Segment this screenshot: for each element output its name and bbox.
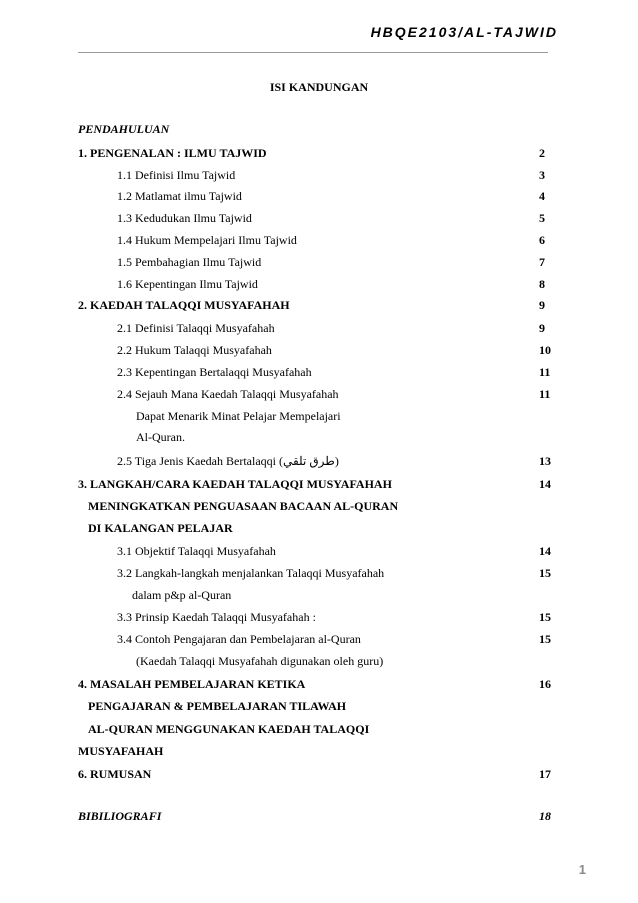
- toc-entry-text: 1.4 Hukum Mempelajari Ilmu Tajwid: [117, 233, 297, 247]
- toc-entry-page: 8: [539, 277, 545, 291]
- toc-entry-text: 1.1 Definisi Ilmu Tajwid: [117, 168, 236, 182]
- toc-entry-page: 9: [539, 321, 545, 335]
- toc-entry: [78, 475, 551, 493]
- toc-entry: [78, 807, 551, 825]
- toc-entry-text: 2.2 Hukum Talaqqi Musyafahah: [117, 343, 272, 357]
- toc-entry-text: (Kaedah Talaqqi Musyafahah digunakan oleh guru): [136, 654, 384, 668]
- toc-entry-page: 5: [539, 211, 545, 225]
- toc-entry-text: 3.1 Objektif Talaqqi Musyafahah: [117, 544, 276, 558]
- toc-entry: [78, 497, 548, 515]
- toc-entry: [78, 120, 548, 138]
- toc-entry-text: 4. MASALAH PEMBELAJARAN KETIKA: [78, 677, 306, 691]
- toc-entry-page: 10: [539, 343, 551, 357]
- page-title: ISI KANDUNGAN: [269, 80, 369, 94]
- toc-entry-page: 18: [539, 809, 551, 823]
- toc-entry-text: 2.1 Definisi Talaqqi Musyafahah: [117, 321, 275, 335]
- toc-entry: [78, 296, 548, 314]
- toc-entry-text: 6. RUMUSAN: [78, 767, 152, 781]
- toc-entry-text: MENINGKATKAN PENGUASAAN BACAAN AL-QURAN: [88, 499, 399, 513]
- toc-entry: [78, 341, 551, 359]
- toc-entry-page: 17: [539, 767, 551, 781]
- toc-entry: [78, 407, 548, 425]
- toc-entry-page: 14: [539, 544, 551, 558]
- toc-entry-text: 2.4 Sejauh Mana Kaedah Talaqqi Musyafahah: [117, 387, 339, 401]
- toc-entry: [78, 608, 551, 626]
- toc-entry: [78, 652, 548, 670]
- toc-entry: [78, 765, 551, 783]
- toc-entry: [78, 630, 551, 648]
- toc-entry: [78, 385, 551, 403]
- toc-entry-page: 6: [539, 233, 545, 247]
- toc-entry-page: 2: [539, 146, 545, 160]
- toc-entry-text: Al-Quran.: [136, 430, 185, 444]
- toc-entry: [78, 253, 548, 271]
- header-divider: [78, 52, 548, 53]
- toc-entry-text: AL-QURAN MENGGUNAKAN KAEDAH TALAQQI: [88, 722, 370, 736]
- toc-entry: [78, 166, 548, 184]
- toc-entry-text: dalam p&p al-Quran: [132, 588, 232, 602]
- toc-entry-page: 15: [539, 566, 551, 580]
- toc-entry-page: 13: [539, 454, 551, 468]
- toc-entry-text: 2.3 Kepentingan Bertalaqqi Musyafahah: [117, 365, 312, 379]
- toc-entry: [78, 586, 548, 604]
- toc-entry-page: 4: [539, 189, 545, 203]
- toc-entry-page: 16: [539, 677, 551, 691]
- toc-entry-text: BIBILIOGRAFI: [78, 809, 162, 823]
- toc-entry: [78, 564, 551, 582]
- toc-entry: [78, 519, 548, 537]
- toc-entry-text: 1.2 Matlamat ilmu Tajwid: [117, 189, 242, 203]
- toc-entry-text: Dapat Menarik Minat Pelajar Mempelajari: [136, 409, 341, 423]
- toc-entry: [78, 697, 548, 715]
- toc-entry-page: 3: [539, 168, 545, 182]
- toc-entry-text: 1. PENGENALAN : ILMU TAJWID: [78, 146, 267, 160]
- toc-entry: [78, 542, 551, 560]
- toc-entry: [78, 675, 551, 693]
- toc-entry-page: 9: [539, 298, 545, 312]
- toc-entry-text: 1.5 Pembahagian Ilmu Tajwid: [117, 255, 262, 269]
- running-header: HBQE2103/AL-TAJWID: [370, 24, 558, 40]
- toc-entry-text: 3. LANGKAH/CARA KAEDAH TALAQQI MUSYAFAHAH: [78, 477, 392, 491]
- toc-entry-text: PENDAHULUAN: [78, 122, 170, 136]
- toc-entry: [78, 319, 548, 337]
- toc-entry-text: 2. KAEDAH TALAQQI MUSYAFAHAH: [78, 298, 290, 312]
- page-number: 1: [578, 862, 586, 877]
- toc-entry: [78, 275, 548, 293]
- toc-entry-text: PENGAJARAN & PEMBELAJARAN TILAWAH: [88, 699, 347, 713]
- toc-entry-text: 2.5 Tiga Jenis Kaedah Bertalaqqi (طرق تلقي): [117, 454, 339, 468]
- toc-entry-text: 3.4 Contoh Pengajaran dan Pembelajaran al-Quran: [117, 632, 361, 646]
- toc-entry: [78, 144, 548, 162]
- toc-entry-text: 3.2 Langkah-langkah menjalankan Talaqqi Musyafahah: [117, 566, 385, 580]
- toc-entry: [78, 209, 548, 227]
- toc-entry-text: 1.6 Kepentingan Ilmu Tajwid: [117, 277, 258, 291]
- toc-entry-page: 11: [539, 387, 551, 401]
- toc-entry: [78, 720, 548, 738]
- toc-entry: [78, 231, 548, 249]
- toc-entry-page: 11: [539, 365, 551, 379]
- toc-entry: [78, 363, 551, 381]
- toc-entry: [78, 742, 548, 760]
- toc-entry-text: 3.3 Prinsip Kaedah Talaqqi Musyafahah :: [117, 610, 316, 624]
- toc-entry-page: 15: [539, 610, 551, 624]
- toc-entry-page: 15: [539, 632, 551, 646]
- toc-entry: [78, 452, 551, 470]
- toc-entry-text: DI KALANGAN PELAJAR: [88, 521, 233, 535]
- toc-entry: [78, 428, 548, 446]
- toc-entry-page: 7: [539, 255, 545, 269]
- toc-entry-page: 14: [539, 477, 551, 491]
- toc-entry-text: MUSYAFAHAH: [78, 744, 164, 758]
- toc-entry-text: 1.3 Kedudukan Ilmu Tajwid: [117, 211, 252, 225]
- toc-entry: [78, 187, 548, 205]
